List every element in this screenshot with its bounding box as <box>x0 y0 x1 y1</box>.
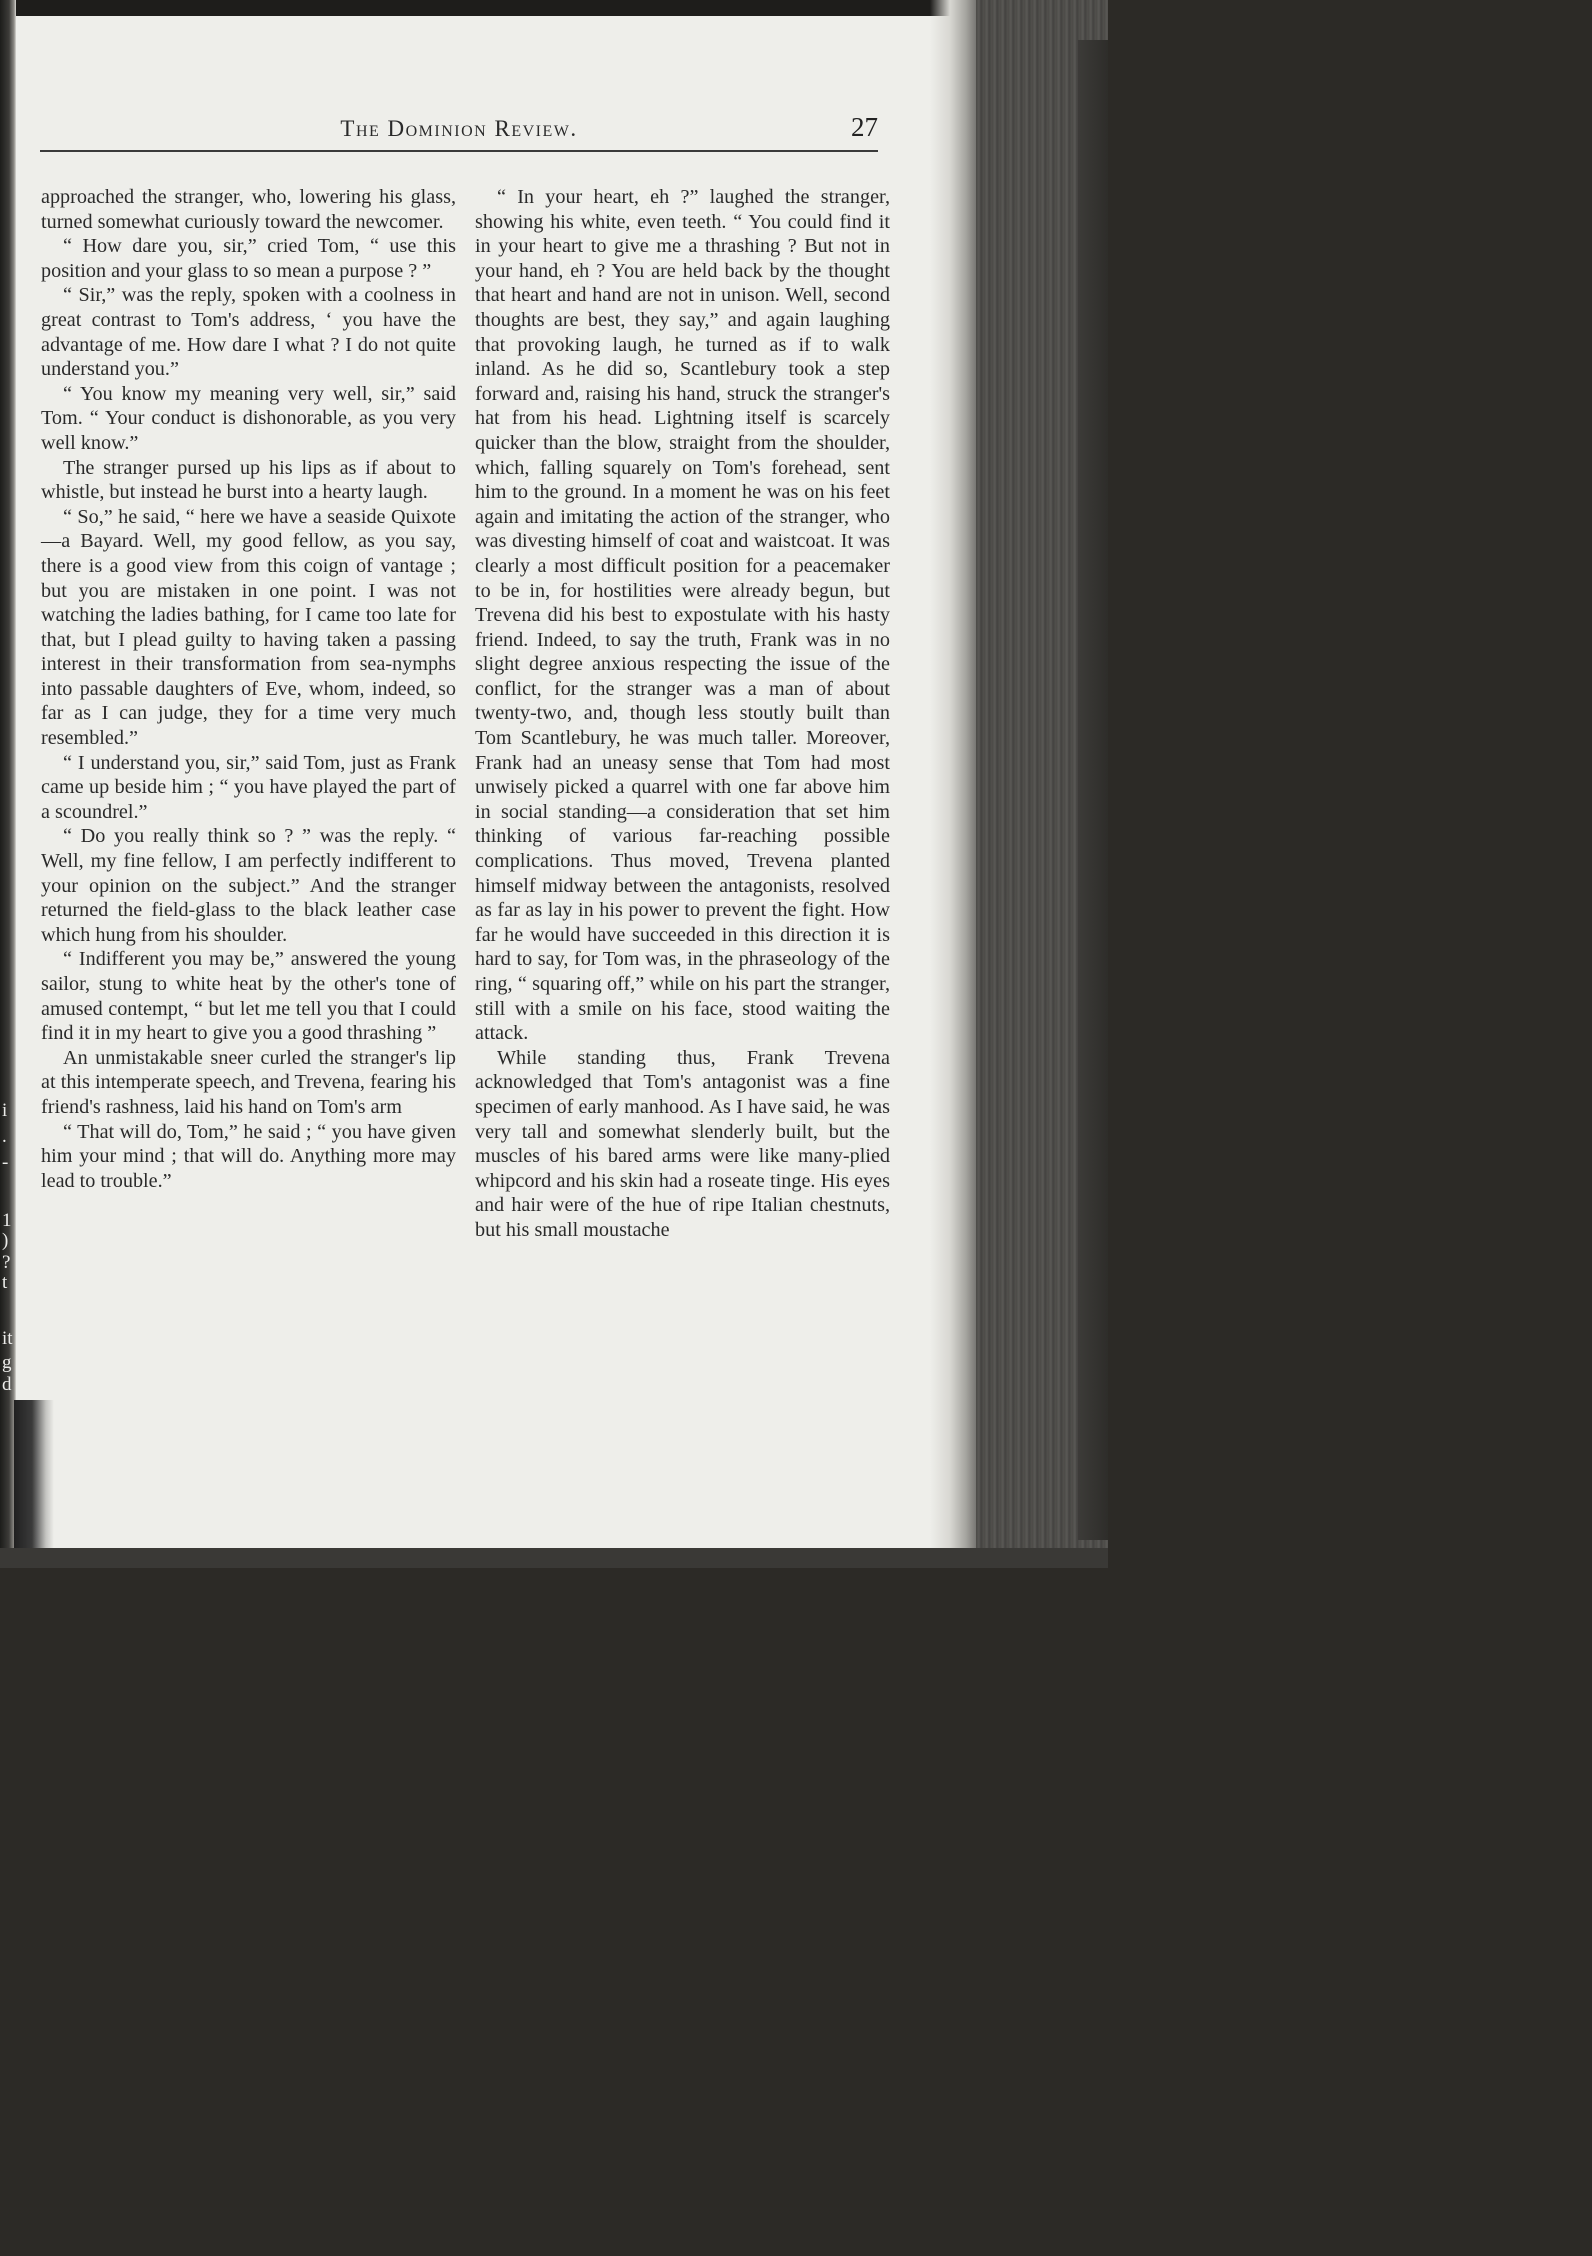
page-number: 27 <box>851 112 878 142</box>
fragment: - <box>2 1152 9 1173</box>
fragment: 1 <box>2 1210 12 1231</box>
fragment: ) <box>2 1230 9 1251</box>
page-gutter-shadow <box>930 0 978 1568</box>
running-head <box>40 112 878 148</box>
paragraph: The stranger pursed up his lips as if about to whistle, but instead he burst into a hearty laugh. <box>41 456 456 504</box>
right-column <box>475 185 890 1243</box>
fragment: d <box>2 1374 12 1395</box>
paragraph: While standing thus, Frank Trevena acknowledged that Tom's antagonist was a fine specimen of early manhood. As I have said, he was very tall and somewhat slenderly built, but the muscles of his bared arms were like many-plied whipcord and his skin had a roseate tinge. His eyes and hair were of the hue of ripe Italian chestnuts, but his small moustache <box>475 1046 890 1241</box>
fragment: ? <box>2 1252 11 1273</box>
torn-corner-shadow <box>14 1400 54 1568</box>
running-title: The Dominion Review. <box>340 116 578 141</box>
header-rule <box>40 150 878 152</box>
fragment: i <box>2 1100 8 1121</box>
paragraph: “ So,” he said, “ here we have a seaside Quixote—a Bayard. Well, my good fellow, as you say, there is a good view from this coign of vantage ; but you are mistaken in one point. I was not watching the ladies bathing, for I came too late for that, but I plead guilty to having taken a passing interest in their transformation from sea-nymphs into passable daughters of Eve, whom, indeed, so far as I can judge, they for a time very much resembled.” <box>41 505 456 750</box>
scanned-page <box>0 0 1108 1568</box>
fragment: g <box>2 1352 12 1373</box>
paragraph: “ Indifferent you may be,” answered the young sailor, stung to white heat by the other's tone of amused contempt, “ but let me tell you that I could find it in my heart to give you a good thrashing ” <box>41 948 456 1045</box>
paragraph: “ Do you really think so ? ” was the reply. “ Well, my fine fellow, I am perfectly indifferent to your opinion on the subject.” And the stranger returned the field-glass to the black leather case which hung from his shoulder. <box>41 825 456 946</box>
paragraph: “ How dare you, sir,” cried Tom, “ use this position and your glass to so mean a purpose ? ” <box>41 235 456 282</box>
paragraph: “ Sir,” was the reply, spoken with a coolness in great contrast to Tom's address, ‘ you have the advantage of me. How dare I what ? I do not quite understand you.” <box>41 284 456 381</box>
paragraph: “ In your heart, eh ?” laughed the stranger, showing his white, even teeth. “ You could find it in your heart to give me a thrashing ? But not in your hand, eh ? You are held back by the thought that heart and hand are not in unison. Well, second thoughts are best, they say,” and again laughing that provoking laugh, he turned as if to walk inland. As he did so, Scantlebury took a step forward and, raising his hand, struck the stranger's hat from his head. Lightning itself is scarcely quicker than the blow, straight from the shoulder, which, falling squarely on Tom's forehead, sent him to the ground. In a moment he was on his feet again and imitating the action of the stranger, who was divesting himself of coat and waistcoat. It was clearly a most difficult position for a peacemaker to be in, for hostilities were already begun, but Trevena did his best to expostulate with his hasty friend. Indeed, to say the truth, Frank was in no slight degree anxious respecting the issue of the conflict, for the stranger was a man of about twenty-two, and, though less stoutly built than Tom Scantlebury, he was much taller. Moreover, Frank had an uneasy sense that Tom had most unwisely picked a quarrel with one far above him in social standing—a consideration that set him thinking of various far-reaching possible complications. Thus moved, Trevena planted himself midway between the antagonists, resolved as far as lay in his power to prevent the fight. How far he would have succeeded in this direction it is hard to say, for Tom was, in the phraseology of the ring, “ squaring off,” while on his part the stranger, still with a smile on his face, stood waiting the attack. <box>475 186 890 1045</box>
left-column <box>41 185 456 1193</box>
paragraph: “ I understand you, sir,” said Tom, just as Frank came up beside him ; “ you have played the part of a scoundrel.” <box>41 751 456 823</box>
paragraph: An unmistakable sneer curled the stranger's lip at this intemperate speech, and Trevena, fearing his friend's rashness, laid his hand on Tom's arm <box>41 1046 456 1118</box>
paragraph: “ That will do, Tom,” he said ; “ you have given him your mind ; that will do. Anything more may lead to trouble.” <box>41 1120 456 1192</box>
paragraph: approached the stranger, who, lowering his glass, turned somewhat curiously toward the newcomer. <box>41 186 456 233</box>
fragment: it <box>2 1328 13 1349</box>
paragraph: “ You know my meaning very well, sir,” said Tom. “ Your conduct is dishonorable, as you very well know.” <box>41 382 456 454</box>
fragment: t <box>2 1272 8 1293</box>
book-spine-edge <box>976 0 1108 1568</box>
scan-bottom-edge <box>0 1548 1108 1568</box>
fragment: . <box>2 1126 7 1147</box>
